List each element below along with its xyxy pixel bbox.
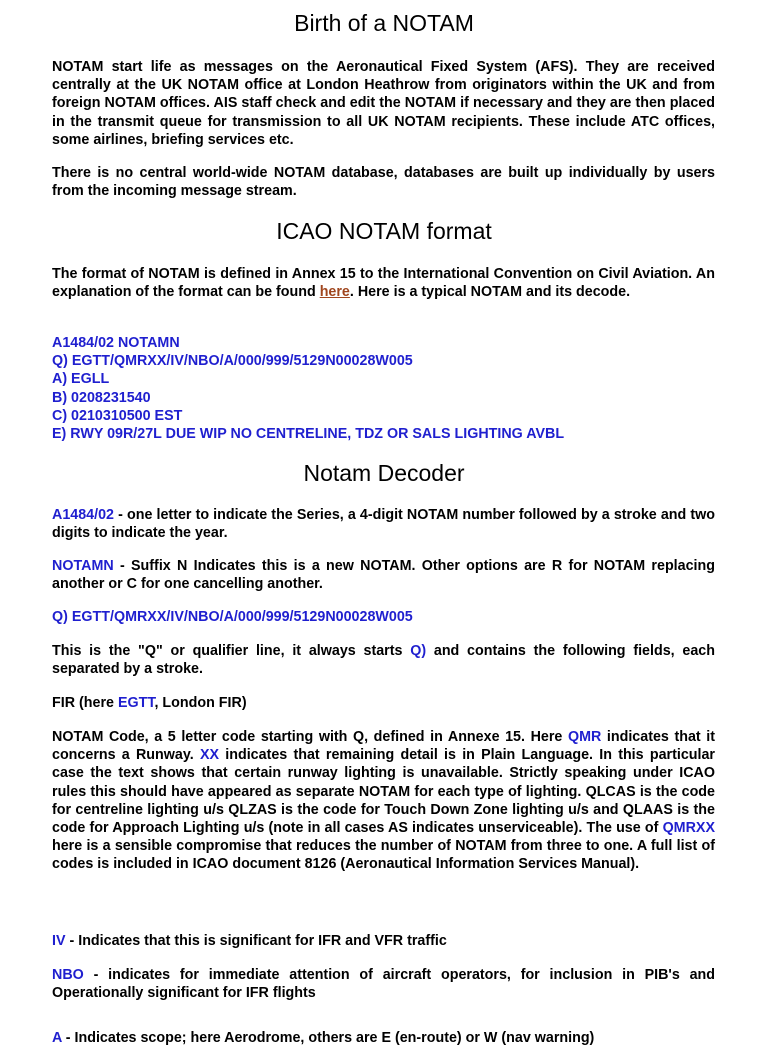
code-text-4: here is a sensible compromise that reduces the number of NOTAM from three to one. A full list of codes is included in ICAO document 8126 (Aeronautical Information Services Manual). xyxy=(52,838,715,873)
decoder-q-line: Q) EGTT/QMRXX/IV/NBO/A/000/999/5129N00028W005 xyxy=(52,609,413,625)
series-code: A1484/02 xyxy=(52,507,115,523)
iv-code: IV xyxy=(52,933,66,949)
code-text-2: indicates that it concerns a Runway. xyxy=(52,729,715,764)
code-text-1: NOTAM Code, a 5 letter code starting with Q, defined in Annexe 15. Here xyxy=(52,729,568,745)
format-intro-text-1: The format of NOTAM is defined in Annex 15 to the International Convention on Civil Aviation. An explanation of the format can be found xyxy=(52,266,715,301)
heading-icao-notam-format: ICAO NOTAM format xyxy=(276,218,492,244)
code-qmrxx: QMRXX xyxy=(662,820,715,837)
decoder-scope-clipped xyxy=(52,1030,594,1046)
heading-birth-of-notam: Birth of a NOTAM xyxy=(294,10,474,36)
birth-paragraph-1: NOTAM start life as messages on the Aeronautical Fixed System (AFS). They are received centrally at the UK NOTAM office at London Heathrow from originators within the UK and from foreign NOTAM offices. AIS staff check and edit the NOTAM if necessary and they are then placed in the transmit queue for transmission to all UK NOTAM recipients. These include ATC offices, some airlines, briefing services etc. xyxy=(52,59,715,148)
format-intro-text-2: . Here is a typical NOTAM and its decode. xyxy=(349,284,631,301)
notamn-code: NOTAMN xyxy=(52,558,114,574)
nbo-text: - indicates for immediate attention of aircraft operators, for inclusion in PIB's and Operationally significant for IFR flights xyxy=(52,967,715,1002)
decoder-series xyxy=(52,506,715,542)
code-text-3: indicates that remaining detail is in Plain Language. In this particular case the text shows that certain runway lighting is unavailable. Strictly speaking under ICAO rules this should have appeared as separate NOTAM for each type of lighting. QLCAS is the code for centreline lighting u/s QLZAS is the code for Touch Down Zone lighting u/s and QLAAS is the code for Approach Lighting u/s (note in all cases AS indicates unserviceable). The use of xyxy=(52,747,715,837)
notam-line-b: B) 0208231540 xyxy=(52,389,151,406)
notamn-text: - Suffix N Indicates this is a new NOTAM. Other options are R for NOTAM replacing another or C for one cancelling another. xyxy=(52,558,715,593)
decoder-iv xyxy=(52,932,715,950)
fir-text-1: FIR (here xyxy=(52,695,118,711)
birth-paragraph-2: There is no central world-wide NOTAM database, databases are built up individually by users from the incoming message stream. xyxy=(52,165,715,200)
q-text-2: and contains the following fields, each separated by a stroke. xyxy=(52,643,715,678)
heading-notam-decoder: Notam Decoder xyxy=(303,460,465,486)
notam-line-a: A) EGLL xyxy=(52,371,110,388)
format-here-link[interactable]: here xyxy=(319,284,350,301)
decoder-notam-code xyxy=(52,728,715,874)
series-text: - one letter to indicate the Series, a 4-digit NOTAM number followed by a stroke and two digits to indicate the year. xyxy=(52,507,715,542)
code-xx: XX xyxy=(199,747,220,764)
notam-line-q: Q) EGTT/QMRXX/IV/NBO/A/000/999/5129N00028W005 xyxy=(52,353,413,370)
decoder-nbo xyxy=(52,966,715,1002)
scope-text: - Indicates scope; here Aerodrome, others are E (en-route) or W (nav warning) xyxy=(61,1030,595,1046)
fir-code: EGTT xyxy=(117,695,155,711)
sample-notam xyxy=(52,334,715,443)
nbo-code: NBO xyxy=(52,967,84,983)
decoder-fir xyxy=(52,694,715,712)
q-text-1: This is the "Q" or qualifier line, it always starts xyxy=(52,643,411,659)
notam-line-e: E) RWY 09R/27L DUE WIP NO CENTRELINE, TDZ OR SALS LIGHTING AVBL xyxy=(52,426,565,443)
code-qmr: QMR xyxy=(567,729,602,745)
decoder-q-explanation xyxy=(52,642,715,678)
iv-text: - Indicates that this is significant for IFR and VFR traffic xyxy=(65,933,447,949)
scope-code: A xyxy=(52,1030,62,1046)
notam-line-series: A1484/02 NOTAMN xyxy=(52,335,180,351)
format-intro xyxy=(52,265,715,301)
q-code: Q) xyxy=(410,643,427,659)
fir-text-2: , London FIR) xyxy=(154,695,247,711)
notam-line-c: C) 0210310500 EST xyxy=(52,407,183,424)
decoder-notamn xyxy=(52,557,715,593)
